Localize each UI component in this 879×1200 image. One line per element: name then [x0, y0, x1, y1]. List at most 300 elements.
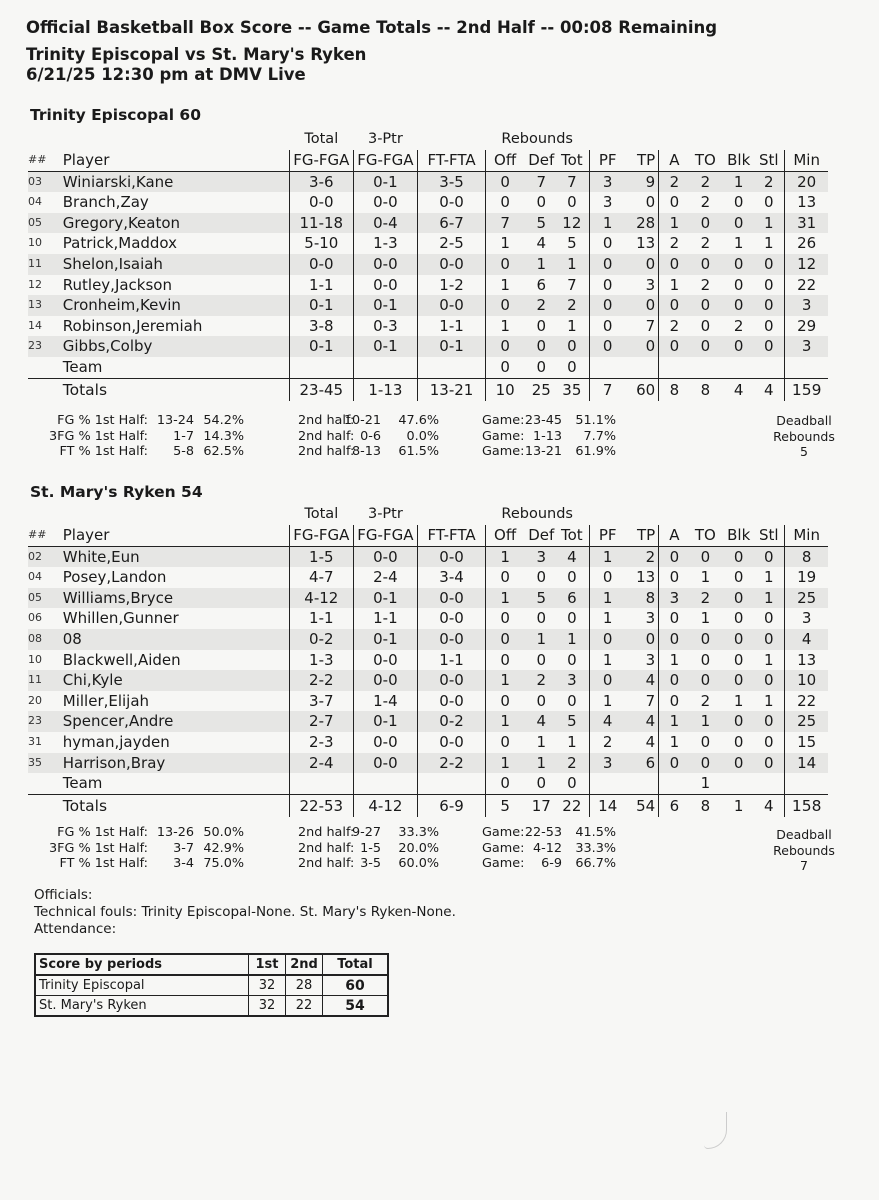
stat-fg3: 1-1 [353, 608, 418, 629]
pct-h2l: 2nd half: [298, 856, 355, 871]
stat-min: 22 [797, 691, 817, 710]
stat-to: 2 [689, 171, 721, 192]
col-tp: TP [626, 150, 659, 171]
stat-blk: 0 [721, 336, 756, 357]
stat-player: Blackwell,Aiden [62, 650, 181, 669]
total-min: 159 [791, 380, 822, 399]
stat-tot: 1 [558, 254, 589, 275]
player-row [28, 629, 828, 650]
stat-off: 1 [485, 711, 524, 732]
player-row [28, 275, 828, 296]
stat-a: 1 [669, 732, 680, 751]
stat-min: 25 [785, 711, 828, 732]
stat-fg3: 1-4 [353, 691, 418, 712]
col-num: ## [28, 150, 59, 171]
stat-a: 2 [669, 316, 680, 335]
sbp-team: St. Mary's Ryken [35, 996, 249, 1017]
stat-fg3: 0-0 [353, 275, 418, 296]
player-row [28, 753, 828, 774]
pct-h1p: 75.0% [203, 856, 244, 871]
blank [785, 128, 828, 150]
stat-stl: 0 [756, 316, 785, 337]
stat-off: 1 [485, 275, 524, 296]
stat-stl: 0 [756, 295, 785, 316]
col-num: ## [28, 525, 59, 546]
col-tot: Tot [558, 150, 589, 171]
stat-num: 08 [28, 629, 59, 650]
stat-to: 1 [700, 609, 711, 628]
stat-a: 2 [669, 234, 680, 253]
stat-num: 10 [28, 236, 42, 250]
stat-num: 31 [28, 734, 42, 748]
total-def: 25 [531, 380, 551, 399]
pct-h2p: 33.3% [398, 825, 439, 840]
stat-ft: 0-0 [418, 629, 486, 650]
pct-h2: 3-5 [360, 856, 381, 871]
stat-pf: 0 [602, 316, 613, 335]
stat-def: 6 [536, 275, 547, 294]
stat-to: 1 [689, 711, 721, 732]
total-a: 6 [669, 796, 680, 815]
team-off: 0 [485, 773, 524, 794]
stat-tp: 0 [626, 295, 659, 316]
stat-def: 1 [524, 629, 558, 650]
pct-h2l: 2nd half: [298, 840, 355, 856]
stat-ft: 0-0 [418, 295, 486, 316]
stat-stl: 1 [756, 588, 785, 609]
player-row [28, 192, 828, 213]
player-row [28, 567, 828, 588]
stat-blk: 0 [733, 275, 744, 294]
stat-a: 0 [669, 568, 680, 587]
col-stl: Stl [756, 150, 785, 171]
col-pf: PF [589, 525, 626, 546]
stat-stl: 2 [756, 171, 785, 192]
stat-blk: 0 [721, 213, 756, 234]
pct-h1: 13-26 [156, 825, 194, 840]
stat-num: 11 [28, 670, 59, 691]
team-min [785, 357, 828, 378]
stat-stl: 0 [756, 711, 785, 732]
stat-off: 0 [485, 732, 524, 753]
stat-blk: 0 [721, 588, 756, 609]
stat-tot: 7 [558, 275, 589, 296]
stat-tp: 3 [626, 275, 659, 296]
stat-a: 0 [659, 336, 690, 357]
stat-min: 31 [785, 213, 828, 234]
stat-stl: 0 [756, 275, 785, 296]
stat-num: 10 [28, 652, 42, 666]
stat-fg3: 0-0 [353, 670, 418, 691]
stat-tot: 12 [558, 213, 589, 234]
team-ft [418, 773, 486, 794]
stat-a: 1 [669, 650, 680, 669]
stat-to: 0 [700, 732, 711, 751]
stat-fg: 3-6 [290, 171, 354, 192]
stat-blk: 1 [733, 691, 744, 710]
stat-num: 35 [28, 753, 59, 774]
group-3ptr: 3-Ptr [367, 131, 403, 147]
game-date-venue: 6/21/25 12:30 pm at DMV Live [26, 65, 306, 84]
group-total: Total [304, 506, 339, 522]
technical-fouls: Technical fouls: Trinity Episcopal-None. St. Mary's Ryken-None. [34, 904, 456, 920]
stat-ft: 0-1 [418, 336, 486, 357]
paper-mark [704, 1112, 727, 1149]
stat-tp: 4 [626, 711, 659, 732]
stat-to: 0 [689, 295, 721, 316]
team-fg3 [353, 357, 418, 378]
stat-tp: 7 [626, 316, 659, 337]
stat-fg3: 0-1 [353, 171, 418, 192]
team-def: 0 [524, 357, 558, 378]
stat-fg: 1-1 [290, 275, 354, 296]
stat-tot: 0 [558, 650, 589, 671]
blank [59, 503, 290, 525]
stat-tp: 0 [626, 336, 659, 357]
player-row [28, 732, 828, 753]
stat-blk: 0 [733, 732, 744, 751]
stat-ft: 0-0 [418, 608, 486, 629]
player-row [28, 546, 828, 567]
deadball-rebounds [759, 413, 849, 460]
player-row [28, 213, 828, 234]
pct-h1: 3-7 [173, 840, 194, 856]
stat-a: 3 [659, 588, 690, 609]
team-ft [418, 357, 486, 378]
team-tot: 0 [558, 773, 589, 794]
stat-off: 1 [485, 670, 524, 691]
stat-off: 0 [485, 192, 524, 213]
pct-h2l: 2nd half: [298, 413, 355, 428]
stat-tot: 0 [558, 567, 589, 588]
total-num [28, 378, 59, 401]
stat-pf: 2 [602, 732, 613, 751]
total-off: 10 [485, 378, 524, 401]
pct-h2: 8-13 [351, 444, 381, 459]
stat-min: 4 [785, 629, 828, 650]
stat-player: White,Eun [59, 546, 290, 567]
sbp-1st: 32 [249, 996, 286, 1017]
col-to: TO [689, 150, 721, 171]
stat-fg3: 0-1 [353, 588, 418, 609]
stat-num: 05 [28, 213, 59, 234]
pct-h2l: 2nd half: [298, 428, 355, 444]
pct-h1: 13-24 [156, 413, 194, 428]
officials-label: Officials: [34, 887, 93, 903]
pct-gp: 66.7% [575, 856, 616, 871]
player-row [28, 608, 828, 629]
team-blk [721, 773, 756, 794]
team-stl [756, 357, 785, 378]
stat-tot: 5 [558, 233, 589, 254]
total-player: Totals [62, 380, 108, 399]
pct-g: 1-13 [532, 428, 562, 444]
sbp-header-label: Score by periods [35, 954, 249, 975]
stat-tot: 4 [558, 546, 589, 567]
stat-blk: 0 [733, 568, 744, 587]
stat-ft: 3-4 [418, 567, 486, 588]
team-num [28, 773, 59, 794]
stat-pf: 0 [602, 568, 613, 587]
total-fg: 23-45 [290, 378, 354, 401]
stat-fg3: 0-0 [353, 192, 418, 213]
matchup-title: Trinity Episcopal vs St. Mary's Ryken [26, 45, 367, 64]
stat-fg: 0-2 [290, 629, 354, 650]
stat-ft: 1-1 [418, 316, 486, 337]
stat-fg3: 0-1 [353, 336, 418, 357]
stat-tp: 28 [626, 213, 659, 234]
team-to [689, 357, 721, 378]
stat-blk: 2 [733, 316, 744, 335]
stat-tot: 1 [558, 316, 589, 337]
stat-fg3: 0-1 [353, 295, 418, 316]
blank [626, 503, 659, 525]
col-a: A [659, 150, 690, 171]
stat-tot: 1 [558, 629, 589, 650]
blank [721, 128, 756, 150]
stat-to: 0 [689, 546, 721, 567]
player-row [28, 171, 828, 192]
stat-stl: 1 [756, 650, 785, 671]
team-fg [290, 773, 354, 794]
stat-tot: 1 [558, 732, 589, 753]
col-a: A [659, 525, 690, 546]
stat-tp: 2 [626, 546, 659, 567]
stat-player: Cronheim,Kevin [59, 295, 290, 316]
stat-num: 23 [28, 711, 59, 732]
pct-label: 3FG % 1st Half: [49, 840, 148, 856]
stat-player: Gregory,Keaton [59, 213, 290, 234]
team-min [785, 773, 828, 794]
total-pf: 7 [602, 380, 613, 399]
stat-player: Miller,Elijah [62, 691, 150, 710]
team-player: Team [59, 773, 290, 794]
stat-fg3: 0-1 [353, 711, 418, 732]
team-1-title: Trinity Episcopal 60 [30, 106, 201, 124]
stat-fg3: 2-4 [353, 567, 418, 588]
blank [59, 128, 290, 150]
stat-to: 0 [689, 336, 721, 357]
total-player: Totals [62, 796, 108, 815]
pct-h1: 3-4 [173, 856, 194, 871]
group-rebounds: Rebounds [501, 131, 573, 147]
team-pf [589, 357, 626, 378]
player-row [28, 295, 828, 316]
stat-tp: 7 [626, 691, 659, 712]
pct-g: 22-53 [524, 825, 562, 840]
blank [28, 503, 59, 525]
blank [756, 128, 785, 150]
stat-fg: 4-12 [290, 588, 354, 609]
stat-to: 1 [700, 568, 711, 587]
stat-player: Patrick,Maddox [62, 234, 178, 253]
stat-min: 22 [797, 275, 817, 294]
stat-a: 1 [659, 711, 690, 732]
stat-stl: 0 [756, 192, 785, 213]
pct-h2: 10-21 [343, 413, 381, 428]
stat-tot: 0 [558, 336, 589, 357]
pct-label: FT % 1st Half: [59, 444, 148, 459]
team-a [659, 357, 690, 378]
player-row [28, 670, 828, 691]
stat-fg: 1-1 [290, 608, 354, 629]
stat-fg: 2-3 [290, 732, 354, 753]
stat-ft: 1-2 [418, 275, 486, 296]
stat-def: 0 [536, 609, 547, 628]
stat-tot: 0 [558, 192, 589, 213]
stat-ft: 0-0 [418, 691, 486, 712]
sbp-1st: 32 [249, 975, 286, 996]
team-row [28, 773, 828, 794]
team-blk [721, 357, 756, 378]
stat-a: 1 [659, 213, 690, 234]
stat-pf: 0 [602, 234, 613, 253]
stat-num: 13 [28, 295, 59, 316]
stat-stl: 0 [756, 546, 785, 567]
stat-a: 0 [659, 753, 690, 774]
stat-fg3: 0-0 [353, 254, 418, 275]
stat-blk: 1 [733, 234, 744, 253]
stat-off: 0 [485, 650, 524, 671]
stat-fg3: 1-3 [353, 233, 418, 254]
stat-def: 3 [524, 546, 558, 567]
stat-blk: 0 [721, 753, 756, 774]
stat-tp: 0 [626, 192, 659, 213]
total-a: 8 [669, 380, 680, 399]
total-tot: 35 [558, 378, 589, 401]
pct-label: 3FG % 1st Half: [49, 428, 148, 444]
pct-h2: 9-27 [351, 825, 381, 840]
stat-min: 8 [785, 546, 828, 567]
stat-ft: 1-1 [418, 650, 486, 671]
total-blk: 4 [733, 380, 744, 399]
stat-min: 19 [797, 568, 817, 587]
pct-h2p: 47.6% [398, 413, 439, 428]
stat-a: 0 [659, 670, 690, 691]
totals-row [28, 378, 828, 401]
deadball-value: 7 [800, 858, 808, 873]
col-stl: Stl [756, 525, 785, 546]
stat-def: 4 [524, 711, 558, 732]
stat-stl: 1 [756, 567, 785, 588]
pct-h1p: 54.2% [203, 413, 244, 428]
col-fg: FG-FGA [290, 150, 354, 171]
pct-h2: 0-6 [360, 428, 381, 444]
pct-gp: 33.3% [575, 840, 616, 856]
team-player: Team [59, 357, 290, 378]
sbp-team: Trinity Episcopal [35, 975, 249, 996]
stat-num: 02 [28, 546, 59, 567]
pct-label: FG % 1st Half: [57, 825, 148, 840]
col-def: Def [524, 525, 558, 546]
stat-fg: 2-4 [290, 753, 354, 774]
stat-min: 29 [797, 316, 817, 335]
stat-blk: 0 [721, 295, 756, 316]
stat-player: Rutley,Jackson [62, 275, 172, 294]
stat-pf: 1 [589, 213, 626, 234]
stat-to: 2 [700, 691, 711, 710]
stat-off: 0 [485, 336, 524, 357]
stat-tot: 7 [558, 171, 589, 192]
pct-h1p: 50.0% [203, 825, 244, 840]
deadball-label: Deadball [776, 413, 832, 428]
stat-def: 5 [524, 213, 558, 234]
stat-min: 14 [785, 753, 828, 774]
player-row [28, 691, 828, 712]
stat-tp: 0 [626, 254, 659, 275]
stat-fg: 0-0 [290, 254, 354, 275]
pct-g: 23-45 [524, 413, 562, 428]
stat-blk: 0 [733, 193, 744, 212]
pct-h2p: 0.0% [406, 428, 439, 444]
stat-num: 14 [28, 318, 42, 332]
stat-tp: 6 [626, 753, 659, 774]
totals-row [28, 794, 828, 817]
stat-to: 0 [700, 650, 711, 669]
sbp-header-1st: 1st [249, 954, 286, 975]
stat-tp: 4 [626, 670, 659, 691]
deadball-label: Deadball [776, 827, 832, 842]
stat-stl: 0 [756, 670, 785, 691]
pct-h1p: 14.3% [203, 428, 244, 444]
pct-h2p: 61.5% [398, 444, 439, 459]
sbp-header-2nd: 2nd [286, 954, 323, 975]
stat-pf: 0 [602, 275, 613, 294]
blank [28, 128, 59, 150]
stat-def: 0 [536, 650, 547, 669]
total-num [28, 794, 59, 817]
stat-def: 2 [524, 670, 558, 691]
stat-num: 03 [28, 171, 59, 192]
pct-h2p: 60.0% [398, 856, 439, 871]
col-min: Min [785, 150, 828, 171]
stat-a: 0 [669, 193, 680, 212]
pct-gl: Game: [482, 825, 525, 840]
col-blk: Blk [721, 525, 756, 546]
stat-player: Branch,Zay [62, 193, 149, 212]
blank [721, 503, 756, 525]
stat-ft: 2-2 [418, 753, 486, 774]
stat-blk: 0 [721, 254, 756, 275]
stat-fg3: 0-1 [353, 629, 418, 650]
stat-min: 3 [801, 609, 812, 628]
total-def: 17 [531, 796, 551, 815]
total-stl: 4 [756, 794, 785, 817]
total-tot: 22 [558, 794, 589, 817]
stat-fg: 3-7 [290, 691, 354, 712]
total-ft: 13-21 [418, 378, 486, 401]
blank [589, 128, 626, 150]
pct-gl: Game: [482, 444, 525, 459]
stat-stl: 1 [756, 213, 785, 234]
stat-fg: 0-0 [290, 192, 354, 213]
stat-to: 0 [700, 316, 711, 335]
stat-num: 06 [28, 611, 42, 625]
stat-off: 0 [485, 254, 524, 275]
stat-a: 0 [659, 546, 690, 567]
stat-min: 26 [797, 234, 817, 253]
stat-off: 0 [485, 567, 524, 588]
pct-gl: Game: [482, 428, 525, 444]
player-row [28, 711, 828, 732]
stat-tot: 5 [558, 711, 589, 732]
stat-def: 0 [536, 691, 547, 710]
stat-blk: 0 [721, 629, 756, 650]
stat-stl: 0 [756, 732, 785, 753]
stat-pf: 3 [602, 193, 613, 212]
stat-ft: 6-7 [418, 213, 486, 234]
stat-num: 05 [28, 588, 59, 609]
